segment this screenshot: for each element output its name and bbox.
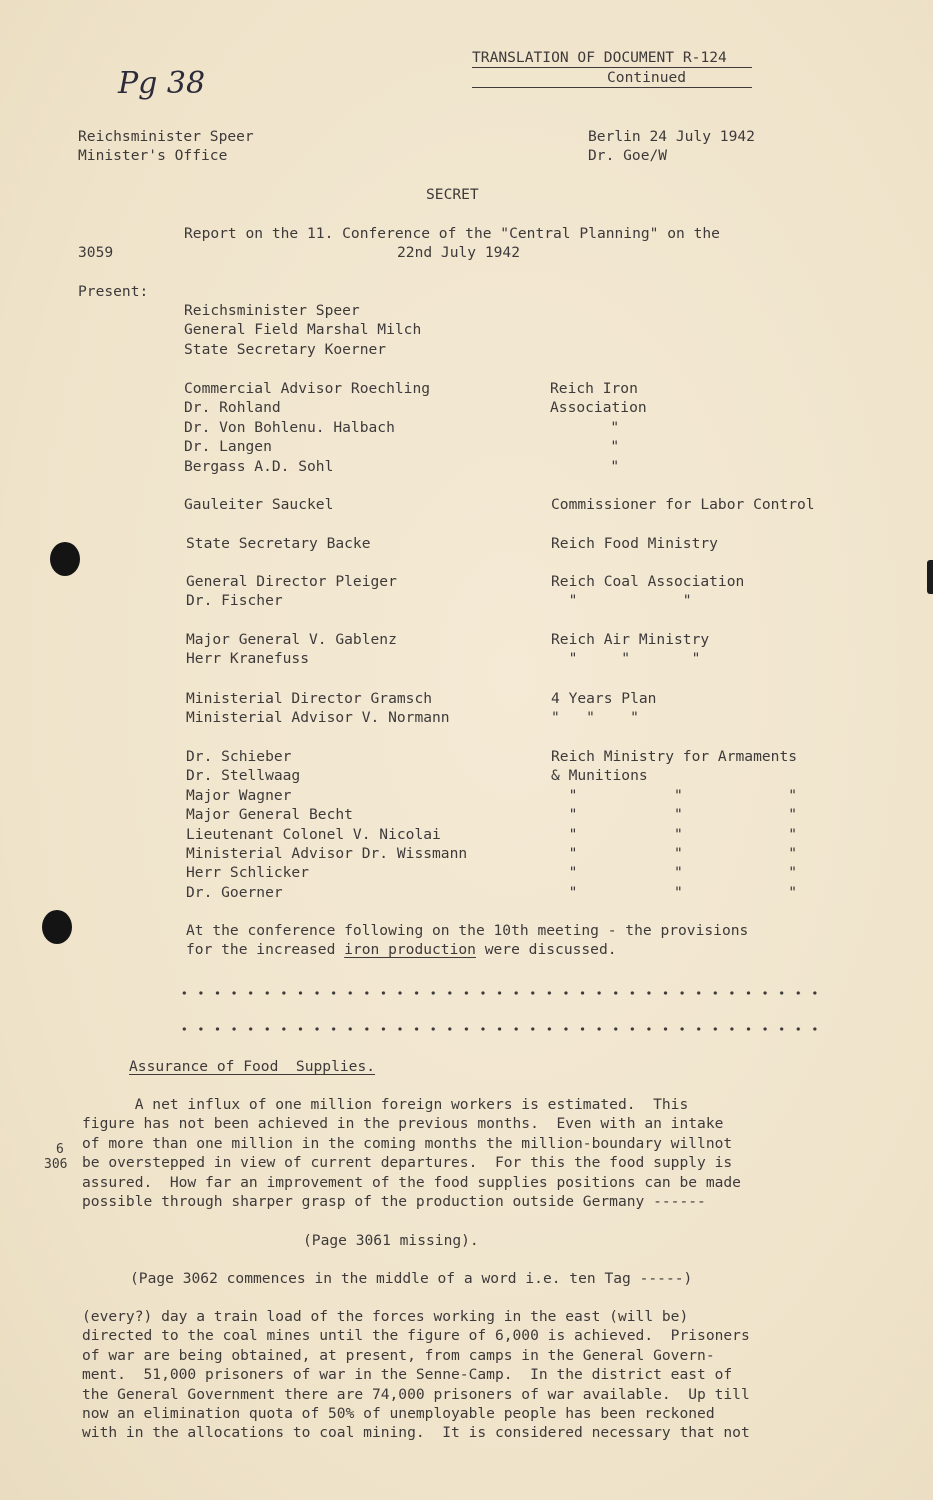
paragraph-line: of more than one million in the coming months the million-boundary willnot (82, 1134, 733, 1152)
paragraph-line: (every?) day a train load of the forces working in the east (will be) (82, 1308, 689, 1325)
iron-production-underlined: iron production (344, 941, 476, 958)
report-title-line-1: Report on the 11. Conference of the "Central Planning" on the (184, 225, 720, 242)
attendee-name: Herr Kranefuss (186, 650, 310, 668)
attendee-name: State Secretary Koerner (184, 340, 387, 358)
attendee-name: Herr Schlicker (186, 864, 310, 882)
attendee-org: " " (551, 592, 692, 610)
classification-secret: SECRET (426, 186, 479, 203)
attendee-name: State Secretary Backe (186, 535, 371, 552)
group-plan-names (186, 689, 450, 728)
handwritten-page-number: Pg 38 (118, 66, 206, 101)
conference-note-pre: for the increased (186, 941, 345, 958)
attendee-name: Dr. Von Bohlenu. Halbach (184, 418, 395, 436)
attendee-name: General Director Pleiger (186, 573, 397, 590)
paragraph-line: the General Government there are 74,000 prisoners of war available. Up till (82, 1385, 750, 1403)
attendee-name: Ministerial Advisor Dr. Wissmann (186, 845, 468, 863)
food-paragraph (82, 1095, 741, 1211)
attendee-name: Major General V. Gablenz (186, 631, 397, 648)
attendee-org: Reich Iron (550, 380, 638, 397)
sender-line-2: Minister's Office (78, 147, 228, 164)
attendee-org: " " " (551, 709, 639, 727)
paragraph-line: directed to the coal mines until the figure of 6,000 is achieved. Prisoners (82, 1327, 750, 1345)
attendee-name: Dr. Rohland (184, 399, 281, 417)
attendee-org: Commissioner for Labor Control (551, 496, 815, 513)
conference-note-line-2 (186, 940, 617, 959)
paragraph-line: figure has not been achieved in the previous months. Even with an intake (82, 1115, 724, 1133)
group-armaments-names (186, 747, 467, 902)
attendee-org: 4 Years Plan (551, 690, 657, 707)
attendee-name: General Field Marshal Milch (184, 321, 422, 339)
attendee-org: " " " (551, 864, 798, 882)
attendee-name: Gauleiter Sauckel (184, 496, 334, 513)
attendee-org: " " " (551, 786, 798, 804)
punch-hole-top (50, 542, 80, 576)
conference-note-line-1: At the conference following on the 10th meeting - the provisions (186, 922, 749, 939)
attendee-name: Ministerial Director Gramsch (186, 690, 433, 707)
paragraph-line: assured. How far an improvement of the food supplies positions can be made (82, 1173, 741, 1191)
page-missing-note: (Page 3061 missing). (303, 1232, 479, 1249)
place-date-line-1: Berlin 24 July 1942 (588, 128, 755, 145)
attendee-name: Dr. Schieber (186, 748, 292, 765)
attendee-org: " " " (551, 845, 798, 863)
left-page-number: 3059 (78, 244, 114, 261)
omission-dots-2 (176, 1026, 824, 1032)
attendee-org: " " " (551, 650, 701, 668)
attendee-name: Dr. Goerner (186, 883, 283, 901)
omission-dots-1 (176, 990, 824, 996)
present-label: Present: (78, 283, 149, 300)
continued-underline (472, 87, 752, 88)
group-plan-orgs (551, 689, 656, 728)
attendee-org: Association (550, 399, 647, 417)
attendee-name: Commercial Advisor Roechling (184, 380, 431, 397)
attendee-org: Reich Air Ministry (551, 631, 710, 648)
paragraph-line: with in the allocations to coal mining. It is considered necessary that not (82, 1424, 750, 1442)
place-date-line-2: Dr. Goe/W (588, 147, 668, 164)
group-armaments-orgs (551, 747, 797, 902)
paragraph-line: be overstepped in view of current departures. For this the food supply is (82, 1154, 733, 1172)
attendee-name: Major Wagner (186, 786, 292, 804)
attendee-name: Bergass A.D. Sohl (184, 457, 334, 475)
attendee-org: Reich Food Ministry (551, 535, 718, 552)
attendee-org: " (505, 438, 620, 456)
attendee-name: Dr. Stellwaag (186, 767, 301, 785)
punch-hole-bottom (42, 910, 72, 944)
page-commence-note: (Page 3062 commences in the middle of a word i.e. ten Tag -----) (130, 1270, 693, 1287)
report-title-line-2: 22nd July 1942 (397, 244, 521, 261)
continued-label: Continued (607, 69, 687, 86)
attendee-org: Reich Coal Association (551, 573, 745, 590)
margin-note-line-2: 306 (44, 1157, 68, 1172)
paragraph-line: now an elimination quota of 50% of unemployable people has been reckoned (82, 1405, 715, 1423)
final-paragraph (82, 1307, 750, 1443)
attendee-org: " " " (551, 806, 798, 824)
sender-line-1: Reichsminister Speer (78, 128, 254, 145)
scan-edge-mark (927, 560, 933, 594)
section-heading-food: Assurance of Food Supplies. (129, 1058, 376, 1075)
attendee-name: Reichsminister Speer (184, 302, 360, 319)
group-iron-names (184, 379, 430, 476)
attendee-org: " (505, 457, 620, 475)
paragraph-line: ment. 51,000 prisoners of war in the Senne-Camp. In the district east of (82, 1366, 733, 1384)
paragraph-line: of war are being obtained, at present, from camps in the General Govern- (82, 1346, 715, 1364)
attendee-name: Dr. Langen (184, 438, 272, 456)
attendee-org: " " " (551, 825, 798, 843)
group-air-orgs (551, 630, 709, 669)
attendee-name: Dr. Fischer (186, 592, 283, 610)
attendee-org: " " " (551, 883, 798, 901)
attendee-name: Major General Becht (186, 806, 353, 824)
group-coal-names (186, 572, 397, 611)
attendee-org: " (505, 418, 620, 436)
attendee-name: Lieutenant Colonel V. Nicolai (186, 825, 441, 843)
conference-note-post: were discussed. (475, 941, 617, 958)
group-air-names (186, 630, 397, 669)
margin-note-line-1: 6 (56, 1142, 64, 1157)
translation-title: TRANSLATION OF DOCUMENT R-124 (472, 49, 727, 66)
group-iron-orgs (505, 379, 647, 476)
group-coal-orgs (551, 572, 744, 611)
attendee-org: & Munitions (551, 767, 648, 785)
attendee-org: Reich Ministry for Armaments (551, 748, 798, 765)
attendees-top-list (184, 301, 421, 359)
attendee-name: Ministerial Advisor V. Normann (186, 709, 450, 727)
paragraph-line: A net influx of one million foreign workers is estimated. This (82, 1096, 689, 1113)
paragraph-line: possible through sharper grasp of the production outside Germany ------ (82, 1193, 706, 1211)
